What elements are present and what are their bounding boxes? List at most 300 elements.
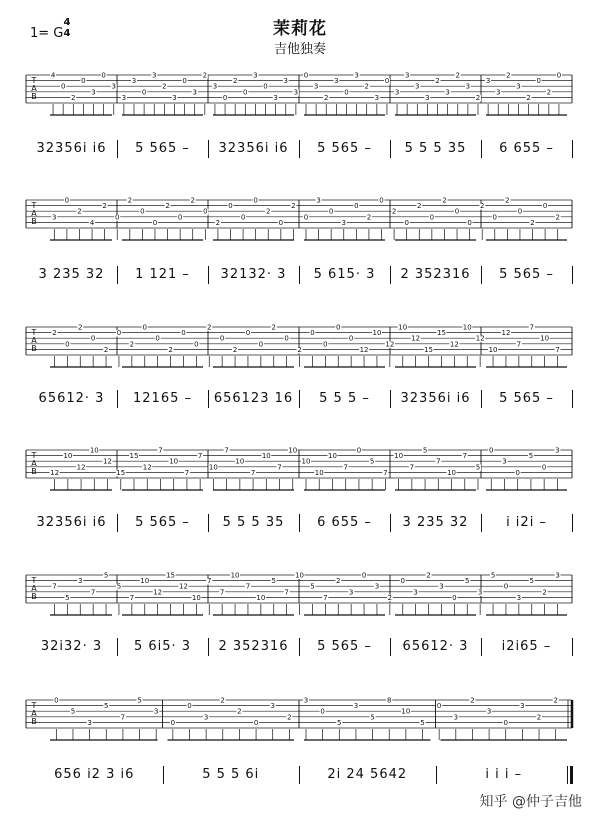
tab-fret-number: 15 bbox=[424, 345, 434, 354]
tab-fret-number: 3 bbox=[555, 571, 560, 580]
tab-fret-number: 2 bbox=[530, 218, 535, 227]
tab-fret-number: 15 bbox=[129, 452, 139, 461]
tab-fret-number: 2 bbox=[536, 713, 542, 722]
tab-fret-number: 10 bbox=[208, 463, 218, 472]
tab-fret-number: 3 bbox=[348, 588, 354, 597]
jianpu-measure: 32356i i6 bbox=[36, 141, 107, 156]
jianpu-line bbox=[0, 632, 600, 662]
tab-fret-number: 0 bbox=[253, 718, 259, 727]
jianpu-measure: 32132· 3 bbox=[220, 267, 287, 282]
tab-fret-number: 2 bbox=[506, 71, 511, 80]
tab-fret-number: 0 bbox=[542, 202, 548, 211]
tab-fret-number: 7 bbox=[197, 452, 203, 461]
tab-fret-number: 0 bbox=[354, 202, 359, 211]
tab-fret-number: 7 bbox=[158, 446, 163, 455]
tab-fret-number: 2 bbox=[215, 218, 221, 227]
tab-fret-number: 5 bbox=[65, 593, 70, 602]
jianpu-line bbox=[0, 508, 600, 538]
tab-fret-number: 0 bbox=[203, 207, 208, 216]
tab-clef-letter: A bbox=[31, 84, 37, 93]
tab-staff bbox=[0, 321, 600, 389]
tab-fret-number: 12 bbox=[411, 334, 421, 343]
tab-fret-number: 10 bbox=[230, 571, 240, 580]
tab-fret-number: 0 bbox=[310, 329, 315, 338]
time-signature-bottom: 4 bbox=[63, 28, 71, 39]
tab-fret-number: 3 bbox=[496, 88, 501, 97]
jianpu-measure: 6 655 – bbox=[317, 515, 372, 530]
tab-fret-number: 7 bbox=[529, 323, 534, 332]
jianpu-measure: 3 235 32 bbox=[38, 267, 105, 282]
tab-fret-number: 7 bbox=[245, 582, 251, 591]
tab-clef-letter: T bbox=[31, 328, 37, 337]
tab-fret-number: 0 bbox=[278, 218, 284, 227]
tab-fret-number: 2 bbox=[102, 202, 107, 211]
tab-fret-number: 3 bbox=[415, 82, 420, 91]
tab-fret-number: 2 bbox=[555, 213, 560, 222]
jianpu-measure: 1 121 – bbox=[135, 267, 190, 282]
tab-fret-number: 3 bbox=[439, 582, 444, 591]
tab-fret-number: 3 bbox=[485, 77, 491, 86]
tab-fret-number: 0 bbox=[541, 463, 547, 472]
tab-fret-number: 3 bbox=[413, 588, 418, 597]
tab-fret-number: 0 bbox=[245, 329, 251, 338]
song-subtitle: 吉他独奏 bbox=[273, 42, 326, 57]
tab-fret-number: 2 bbox=[103, 345, 109, 354]
tab-fret-number: 2 bbox=[542, 588, 547, 597]
tab-fret-number: 3 bbox=[203, 713, 209, 722]
tab-fret-number: 0 bbox=[140, 207, 145, 216]
tab-fret-number: 0 bbox=[336, 323, 341, 332]
jianpu-barline bbox=[572, 390, 573, 408]
jianpu-measure: 32356i i6 bbox=[36, 515, 107, 530]
jianpu-measure: 5 615· 3 bbox=[313, 267, 376, 282]
tab-fret-number: 3 bbox=[273, 93, 278, 102]
tab-fret-number: 2 bbox=[505, 196, 510, 205]
tab-fret-number: 0 bbox=[65, 340, 70, 349]
tab-fret-number: 12 bbox=[359, 345, 369, 354]
tab-fret-number: 5 bbox=[369, 457, 375, 466]
tab-fret-number: 0 bbox=[348, 334, 354, 343]
tab-fret-number: 0 bbox=[152, 218, 158, 227]
tab-fret-number: 2 bbox=[207, 323, 212, 332]
tab-fret-number: 2 bbox=[297, 345, 302, 354]
tab-fret-number: 3 bbox=[445, 88, 450, 97]
tab-fret-number: 12 bbox=[153, 588, 163, 597]
tab-fret-number: 12 bbox=[475, 334, 485, 343]
tab-fret-number: 3 bbox=[111, 82, 116, 91]
tab-fret-number: 7 bbox=[277, 463, 282, 472]
jianpu-measure: 5 565 – bbox=[317, 639, 372, 654]
time-signature-top: 4 bbox=[63, 17, 71, 28]
tab-fret-number: 10 bbox=[256, 593, 266, 602]
tab-fret-number: 0 bbox=[356, 446, 362, 455]
tab-fret-number: 2 bbox=[271, 323, 276, 332]
tab-fret-number: 2 bbox=[232, 345, 238, 354]
tab-fret-number: 10 bbox=[140, 577, 150, 586]
tab-fret-number: 2 bbox=[553, 696, 558, 705]
tab-fret-number: 7 bbox=[383, 468, 388, 477]
tab-fret-number: 0 bbox=[253, 196, 258, 205]
tab-fret-number: 3 bbox=[78, 577, 83, 586]
song-title: 茉莉花 bbox=[273, 19, 327, 39]
tab-fret-number: 3 bbox=[52, 213, 57, 222]
tab-clef-letter: B bbox=[31, 344, 37, 353]
tab-fret-number: 4 bbox=[50, 71, 56, 80]
jianpu-measure: 3 235 32 bbox=[402, 515, 469, 530]
tab-fret-number: 0 bbox=[503, 718, 508, 727]
tab-fret-number: 5 bbox=[529, 577, 534, 586]
tab-fret-number: 0 bbox=[284, 334, 289, 343]
tab-fret-number: 3 bbox=[172, 93, 177, 102]
tab-clef-letter: T bbox=[31, 76, 37, 85]
tab-fret-number: 5 bbox=[337, 718, 342, 727]
tab-fret-number: 5 bbox=[70, 707, 76, 716]
tab-fret-number: 0 bbox=[467, 218, 472, 227]
tab-fret-number: 0 bbox=[243, 88, 248, 97]
tab-fret-number: 3 bbox=[121, 93, 127, 102]
tab-fret-number: 7 bbox=[462, 452, 468, 461]
jianpu-measure: 32i32· 3 bbox=[40, 639, 103, 654]
tab-staff bbox=[0, 194, 600, 262]
tab-fret-number: 7 bbox=[436, 457, 441, 466]
tab-fret-number: 7 bbox=[219, 588, 225, 597]
jianpu-line bbox=[0, 384, 600, 414]
tab-fret-number: 10 bbox=[89, 446, 99, 455]
tab-fret-number: 3 bbox=[270, 702, 275, 711]
tab-fret-number: 0 bbox=[384, 77, 390, 86]
tab-fret-number: 15 bbox=[166, 571, 176, 580]
tab-fret-number: 0 bbox=[488, 446, 494, 455]
tab-fret-number: 0 bbox=[503, 582, 509, 591]
tab-fret-number: 0 bbox=[320, 707, 325, 716]
tab-fret-number: 3 bbox=[486, 707, 492, 716]
tab-staff bbox=[0, 694, 600, 762]
tab-fret-number: 2 bbox=[387, 593, 393, 602]
tab-fret-number: 0 bbox=[182, 77, 187, 86]
jianpu-measure: i i2i – bbox=[506, 515, 547, 530]
tab-fret-number: 3 bbox=[131, 77, 137, 86]
tab-fret-number: 7 bbox=[207, 577, 212, 586]
tab-fret-number: 12 bbox=[50, 468, 60, 477]
tab-fret-number: 10 bbox=[447, 468, 456, 477]
jianpu-measure: i2i65 – bbox=[501, 639, 552, 654]
jianpu-measure: 2 352316 bbox=[218, 639, 289, 654]
tab-fret-number: 15 bbox=[116, 468, 126, 477]
tab-fret-number: 4 bbox=[89, 218, 95, 227]
tab-fret-number: 0 bbox=[114, 213, 120, 222]
tab-fret-number: 3 bbox=[313, 82, 319, 91]
tab-fret-number: 2 bbox=[442, 196, 447, 205]
tab-fret-number: 2 bbox=[71, 93, 76, 102]
tab-fret-number: 0 bbox=[400, 577, 405, 586]
tab-fret-number: 2 bbox=[232, 77, 238, 86]
jianpu-measure: 5 5 5 – bbox=[319, 391, 370, 406]
tab-clef-letter: T bbox=[31, 576, 37, 585]
tab-fret-number: 3 bbox=[520, 702, 525, 711]
tab-fret-number: 12 bbox=[178, 582, 188, 591]
tab-fret-number: 10 bbox=[288, 446, 298, 455]
tab-fret-number: 0 bbox=[170, 718, 176, 727]
tab-fret-number: 0 bbox=[54, 696, 59, 705]
tab-fret-number: 3 bbox=[91, 88, 96, 97]
tab-fret-number: 5 bbox=[528, 452, 534, 461]
jianpu-line bbox=[0, 760, 600, 790]
jianpu-measure: 5 565 – bbox=[499, 267, 554, 282]
tab-fret-number: 5 bbox=[271, 577, 276, 586]
jianpu-measure: 5 565 – bbox=[135, 141, 190, 156]
jianpu-measure: 5 565 – bbox=[499, 391, 554, 406]
tab-fret-number: 0 bbox=[536, 77, 541, 86]
tab-fret-number: 2 bbox=[366, 213, 372, 222]
tab-fret-number: 3 bbox=[341, 218, 346, 227]
tab-fret-number: 12 bbox=[449, 340, 459, 349]
tab-fret-number: 0 bbox=[187, 702, 192, 711]
tab-fret-number: 3 bbox=[212, 82, 218, 91]
tab-fret-number: 10 bbox=[401, 707, 411, 716]
tab-fret-number: 10 bbox=[488, 345, 498, 354]
tab-fret-number: 5 bbox=[116, 582, 122, 591]
jianpu-barline bbox=[572, 266, 573, 284]
tab-fret-number: 2 bbox=[168, 345, 173, 354]
tab-fret-number: 10 bbox=[63, 452, 73, 461]
tab-fret-number: 0 bbox=[101, 71, 106, 80]
tab-fret-number: 2 bbox=[324, 93, 329, 102]
tab-fret-number: 0 bbox=[436, 702, 442, 711]
jianpu-measure: 6 655 – bbox=[499, 141, 554, 156]
tab-fret-number: 3 bbox=[404, 71, 410, 80]
tab-fret-number: 2 bbox=[266, 207, 271, 216]
tab-fret-number: 0 bbox=[219, 334, 225, 343]
time-signature bbox=[60, 17, 74, 39]
tab-fret-number: 3 bbox=[555, 446, 560, 455]
tab-fret-number: 5 bbox=[137, 696, 142, 705]
tab-fret-number: 2 bbox=[546, 88, 552, 97]
tab-fret-number: 10 bbox=[462, 323, 472, 332]
tab-fret-number: 7 bbox=[284, 588, 289, 597]
tab-fret-number: 0 bbox=[303, 71, 309, 80]
tab-fret-number: 2 bbox=[526, 93, 531, 102]
tab-fret-number: 7 bbox=[409, 463, 415, 472]
tab-fret-number: 0 bbox=[258, 340, 264, 349]
tab-clef-letter: B bbox=[31, 592, 37, 601]
tab-fret-number: 0 bbox=[263, 82, 268, 91]
jianpu-final-barline bbox=[570, 766, 573, 784]
tab-fret-number: 2 bbox=[165, 202, 170, 211]
tab-fret-number: 0 bbox=[177, 213, 183, 222]
jianpu-line bbox=[0, 134, 600, 164]
tab-fret-number: 2 bbox=[475, 93, 481, 102]
jianpu-measure: 2 352316 bbox=[400, 267, 471, 282]
tab-fret-number: 10 bbox=[314, 468, 324, 477]
tab-fret-number: 7 bbox=[129, 593, 135, 602]
jianpu-measure: 5 565 – bbox=[135, 515, 190, 530]
tab-fret-number: 0 bbox=[379, 196, 384, 205]
tab-fret-number: 3 bbox=[453, 713, 459, 722]
tab-fret-number: 0 bbox=[404, 218, 409, 227]
jianpu-line bbox=[0, 260, 600, 290]
tab-fret-number: 15 bbox=[436, 329, 446, 338]
tab-fret-number: 8 bbox=[386, 696, 392, 705]
tab-fret-number: 0 bbox=[222, 93, 228, 102]
tab-fret-number: 2 bbox=[364, 82, 369, 91]
jianpu-measure: 65612· 3 bbox=[402, 639, 469, 654]
tab-fret-number: 2 bbox=[129, 340, 135, 349]
tab-fret-number: 10 bbox=[261, 452, 271, 461]
tab-fret-number: 10 bbox=[372, 329, 382, 338]
tab-fret-number: 2 bbox=[202, 71, 208, 80]
tab-fret-number: 2 bbox=[162, 82, 167, 91]
jianpu-measure: 5 6i5· 3 bbox=[133, 639, 192, 654]
tab-fret-number: 0 bbox=[454, 207, 460, 216]
jianpu-measure: 32356i i6 bbox=[400, 391, 471, 406]
tab-fret-number: 3 bbox=[374, 93, 380, 102]
jianpu-measure: 656123 16 bbox=[213, 391, 294, 406]
tab-clef-letter: B bbox=[31, 717, 37, 726]
tab-fret-number: 0 bbox=[116, 329, 122, 338]
tab-fret-number: 0 bbox=[556, 71, 562, 80]
tab-fret-number: 3 bbox=[465, 82, 471, 91]
tab-fret-number: 3 bbox=[192, 88, 197, 97]
tab-fret-number: 5 bbox=[104, 702, 109, 711]
jianpu-barline bbox=[567, 766, 568, 784]
tab-fret-number: 12 bbox=[501, 329, 511, 338]
jianpu-measure: 5 5 5 35 bbox=[222, 515, 285, 530]
tab-fret-number: 3 bbox=[316, 196, 321, 205]
tab-fret-number: 2 bbox=[287, 713, 292, 722]
tab-fret-number: 5 bbox=[475, 463, 481, 472]
tab-fret-number: 2 bbox=[435, 77, 440, 86]
tab-clef-letter: T bbox=[31, 201, 37, 210]
tab-fret-number: 7 bbox=[184, 468, 190, 477]
tab-fret-number: 3 bbox=[516, 593, 522, 602]
tab-fret-number: 7 bbox=[250, 468, 256, 477]
tab-fret-number: 5 bbox=[420, 718, 425, 727]
tab-staff bbox=[0, 69, 600, 137]
tab-clef-letter: B bbox=[31, 467, 37, 476]
tab-fret-number: 0 bbox=[328, 207, 334, 216]
tab-clef-letter: T bbox=[31, 701, 37, 710]
jianpu-barline bbox=[572, 140, 573, 158]
tab-fret-number: 7 bbox=[120, 713, 126, 722]
tab-fret-number: 2 bbox=[455, 71, 460, 80]
tab-staff bbox=[0, 444, 600, 512]
tab-fret-number: 0 bbox=[90, 334, 96, 343]
tab-fret-number: 3 bbox=[425, 93, 430, 102]
jianpu-measure: 5 5 5 35 bbox=[404, 141, 467, 156]
jianpu-measure: 2i 24 5642 bbox=[327, 767, 408, 782]
tab-clef-letter: B bbox=[31, 217, 37, 226]
tab-clef-letter: T bbox=[31, 451, 37, 460]
tab-fret-number: 2 bbox=[417, 202, 422, 211]
tab-clef-letter: A bbox=[31, 584, 37, 593]
tab-fret-number: 7 bbox=[52, 582, 57, 591]
tab-clef-letter: A bbox=[31, 709, 37, 718]
tab-fret-number: 3 bbox=[152, 71, 157, 80]
tab-fret-number: 10 bbox=[169, 457, 179, 466]
tab-fret-number: 5 bbox=[490, 571, 496, 580]
tab-fret-number: 2 bbox=[220, 696, 226, 705]
tab-fret-number: 10 bbox=[398, 323, 408, 332]
tab-fret-number: 0 bbox=[517, 207, 523, 216]
tab-fret-number: 10 bbox=[235, 457, 245, 466]
tab-fret-number: 2 bbox=[77, 207, 82, 216]
tab-fret-number: 10 bbox=[540, 334, 550, 343]
jianpu-measure: 65612· 3 bbox=[38, 391, 105, 406]
tab-fret-number: 3 bbox=[87, 718, 92, 727]
tab-fret-number: 0 bbox=[323, 340, 328, 349]
tab-fret-number: 3 bbox=[353, 702, 359, 711]
jianpu-measure: 32356i i6 bbox=[218, 141, 289, 156]
tab-fret-number: 2 bbox=[336, 577, 341, 586]
tab-fret-number: 12 bbox=[385, 340, 395, 349]
tab-fret-number: 12 bbox=[103, 457, 112, 466]
tab-fret-number: 0 bbox=[181, 329, 186, 338]
tab-fret-number: 3 bbox=[374, 582, 380, 591]
tab-fret-number: 3 bbox=[502, 457, 507, 466]
tab-fret-number: 12 bbox=[76, 463, 86, 472]
tab-fret-number: 7 bbox=[90, 588, 96, 597]
tab-fret-number: 5 bbox=[310, 582, 315, 591]
jianpu-measure: 656 i2 3 i6 bbox=[54, 767, 135, 782]
tab-fret-number: 7 bbox=[516, 340, 522, 349]
tab-staff bbox=[0, 569, 600, 637]
tab-fret-number: 0 bbox=[194, 340, 199, 349]
tab-fret-number: 2 bbox=[470, 696, 475, 705]
tab-fret-number: 0 bbox=[64, 196, 70, 205]
tab-fret-number: 7 bbox=[555, 345, 560, 354]
tab-fret-number: 2 bbox=[291, 202, 296, 211]
tab-fret-number: 0 bbox=[361, 571, 367, 580]
tab-fret-number: 2 bbox=[52, 329, 57, 338]
tab-fret-number: 5 bbox=[422, 446, 428, 455]
tab-fret-number: 0 bbox=[303, 213, 309, 222]
tab-fret-number: 5 bbox=[465, 577, 470, 586]
tab-fret-number: 2 bbox=[127, 196, 133, 205]
tab-fret-number: 3 bbox=[293, 88, 299, 97]
jianpu-measure: 5 565 – bbox=[317, 141, 372, 156]
tab-fret-number: 5 bbox=[103, 571, 109, 580]
tab-fret-number: 3 bbox=[303, 696, 309, 705]
tab-fret-number: 0 bbox=[492, 213, 498, 222]
jianpu-barline bbox=[572, 638, 573, 656]
tab-fret-number: 0 bbox=[81, 77, 86, 86]
jianpu-barline bbox=[572, 514, 573, 532]
tab-fret-number: 0 bbox=[344, 88, 349, 97]
jianpu-measure: 12165 – bbox=[133, 391, 192, 406]
tab-fret-number: 0 bbox=[228, 202, 233, 211]
tab-fret-number: 3 bbox=[477, 588, 483, 597]
tab-fret-number: 0 bbox=[429, 213, 435, 222]
tab-fret-number: 5 bbox=[370, 713, 375, 722]
tab-clef-letter: A bbox=[31, 209, 37, 218]
tab-fret-number: 0 bbox=[60, 82, 66, 91]
tab-fret-number: 2 bbox=[391, 207, 397, 216]
tab-fret-number: 0 bbox=[240, 213, 246, 222]
key-signature: 1= G bbox=[30, 26, 64, 41]
tab-fret-number: 10 bbox=[191, 593, 201, 602]
tab-fret-number: 0 bbox=[452, 593, 457, 602]
tab-fret-number: 2 bbox=[479, 202, 485, 211]
tab-fret-number: 7 bbox=[323, 593, 328, 602]
tab-fret-number: 3 bbox=[283, 77, 288, 86]
tab-clef-letter: A bbox=[31, 459, 37, 468]
watermark: 知乎 @仲子吉他 bbox=[479, 794, 582, 810]
tab-fret-number: 2 bbox=[237, 707, 242, 716]
jianpu-measure: 5 5 5 6i bbox=[202, 767, 260, 782]
tab-fret-number: 3 bbox=[253, 71, 258, 80]
jianpu-measure: i i i – bbox=[485, 767, 523, 782]
tab-fret-number: 3 bbox=[153, 707, 159, 716]
